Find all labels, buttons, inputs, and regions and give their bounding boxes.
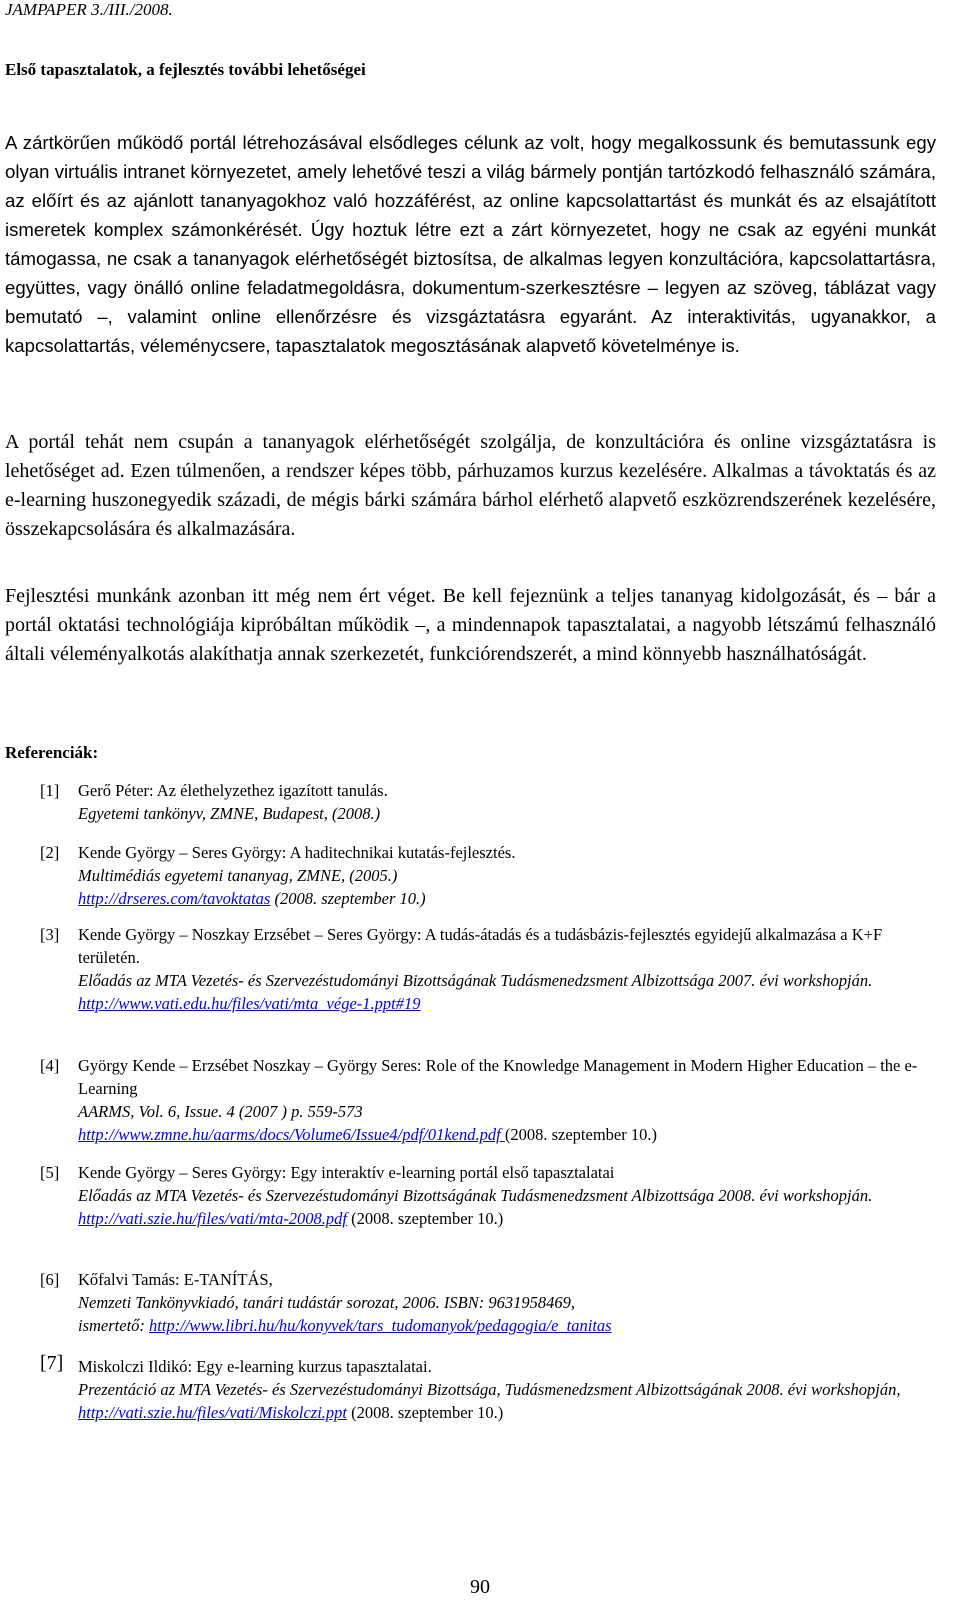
- reference-access-date: (2008. szeptember 10.): [504, 1125, 657, 1144]
- paragraph-1: A zártkörűen működő portál létrehozásával elsődleges célunk az volt, hogy megalkossunk és bemutassunk egy olyan virtuális intranet környezetet, amely lehetővé teszi a világ bármely pontján tartózkodó felhasználó számára, az előírt és az ajánlott tananyagokhoz való hozzáférést, az online kapcsolattartást és munkát és az elsajátított ismeretek komplex számonkérését. Úgy hoztuk létre ezt a zárt környezetet, hogy ne csak az egyéni munkát támogassa, ne csak a tananyagok elérhetőségét biztosítsa, de alkalmas legyen konzultációra, kapcsolattartásra, együttes, vagy önálló online feladatmegoldásra, dokumentum-szerkesztésre – legyen az szöveg, táblázat vagy bemutató –, valamint online ellenőrzésre és vizsgáztatásra egyaránt. Az interaktivitás, ugyanakkor, a kapcsolattartás, véleménycsere, tapasztalatok megosztásának alapvető követelménye is.: [5, 132, 936, 356]
- reference-item: [40, 1268, 940, 1337]
- references-heading: Referenciák:: [5, 743, 99, 762]
- reference-authors-title: Kende György – Seres György: A haditechnikai kutatás-fejlesztés.: [78, 843, 516, 862]
- reference-number: [3]: [40, 925, 60, 944]
- reference-authors-title: Gerő Péter: Az élethelyzethez igazított tanulás.: [78, 781, 388, 800]
- reference-link[interactable]: http://www.libri.hu/hu/konyvek/tars_tudomanyok/pedagogia/e_tanitas: [149, 1316, 612, 1335]
- reference-link[interactable]: http://drseres.com/tavoktatas: [78, 889, 271, 908]
- reference-source: Prezentáció az MTA Vezetés- és Szervezéstudományi Bizottsága, Tudásmenedzsment Albizottságának 2008. évi workshopján,: [78, 1380, 901, 1399]
- journal-header: JAMPAPER 3./III./2008.: [5, 0, 173, 19]
- reference-source: Nemzeti Tankönyvkiadó, tanári tudástár sorozat, 2006. ISBN: 9631958469,: [78, 1293, 575, 1312]
- reference-item: [40, 779, 940, 825]
- reference-authors-title: Kende György – Noszkay Erzsébet – Seres György: A tudás-átadás és a tudásbázis-fejlesztés egyidejű alkalmazása a K+F területén.: [78, 925, 883, 967]
- reference-item: [40, 1054, 940, 1146]
- reference-source: Előadás az MTA Vezetés- és Szervezéstudományi Bizottságának Tudásmenedzsment Albizottsága 2008. évi workshopján.: [78, 1186, 873, 1205]
- reference-access-date: (2008. szeptember 10.): [347, 1403, 504, 1422]
- reference-authors-title: Kende György – Seres György: Egy interaktív e-learning portál első tapasztalatai: [78, 1163, 615, 1182]
- reference-source: Egyetemi tankönyv, ZMNE, Budapest, (2008.): [78, 804, 381, 823]
- page-number: 90: [470, 1576, 490, 1598]
- reference-source: Előadás az MTA Vezetés- és Szervezéstudományi Bizottságának Tudásmenedzsment Albizottsága 2007. évi workshopján.: [78, 971, 873, 990]
- reference-number: [5]: [40, 1163, 60, 1182]
- section-title: Első tapasztalatok, a fejlesztés további lehetőségei: [5, 60, 366, 79]
- reference-authors-title: György Kende – Erzsébet Noszkay – György Seres: Role of the Knowledge Management in Modern Higher Education – the e-Learning: [78, 1056, 918, 1098]
- reference-link[interactable]: http://www.zmne.hu/aarms/docs/Volume6/Issue4/pdf/01kend.pdf: [78, 1125, 505, 1144]
- reference-number: [6]: [40, 1270, 60, 1289]
- reference-access-date: (2008. szeptember 10.): [347, 1209, 504, 1228]
- reference-link[interactable]: http://vati.szie.hu/files/vati/mta-2008.pdf: [78, 1209, 348, 1228]
- reference-number: [7]: [40, 1352, 64, 1374]
- reference-authors-title: Kőfalvi Tamás: E-TANÍTÁS,: [78, 1270, 273, 1289]
- reference-item: [40, 923, 940, 1015]
- reference-link[interactable]: http://www.vati.edu.hu/files/vati/mta_vége-1.ppt#19: [78, 994, 421, 1013]
- reference-access-date: (2008. szeptember 10.): [274, 889, 426, 908]
- reference-item: [40, 1161, 940, 1230]
- paragraph-3: Fejlesztési munkánk azonban itt még nem ért véget. Be kell fejeznünk a teljes tananyag kidolgozását, és – bár a portál oktatási technológiája kipróbáltan működik –, a mindennapok tapasztalatai, a nagyobb létszámú felhasználó általi véleményalkotás alakíthatja annak szerkezetét, funkciórendszerét, a mind könnyebb használhatóságát.: [5, 585, 936, 665]
- reference-review-label: ismertető:: [78, 1316, 150, 1335]
- reference-number: [4]: [40, 1056, 60, 1075]
- reference-number: [2]: [40, 843, 60, 862]
- reference-link[interactable]: http://vati.szie.hu/files/vati/Miskolczi.ppt: [78, 1403, 348, 1422]
- reference-item: [40, 1352, 940, 1424]
- reference-authors-title: Miskolczi Ildikó: Egy e-learning kurzus tapasztalatai.: [78, 1357, 432, 1376]
- paragraph-2: A portál tehát nem csupán a tananyagok elérhetőségét szolgálja, de konzultációra és online vizsgáztatásra is lehetőséget ad. Ezen túlmenően, a rendszer képes több, párhuzamos kurzus kezelésére. Alkalmas a távoktatás és az e-learning huszonegyedik századi, de mégis bárki számára bárhol elérhető alapvető eszközrendszerének kezelésére, összekapcsolására és alkalmazására.: [5, 431, 936, 540]
- reference-number: [1]: [40, 781, 60, 800]
- reference-source: Multimédiás egyetemi tananyag, ZMNE, (2005.): [78, 866, 398, 885]
- reference-item: [40, 841, 940, 910]
- reference-source: AARMS, Vol. 6, Issue. 4 (2007 ) p. 559-573: [78, 1102, 363, 1121]
